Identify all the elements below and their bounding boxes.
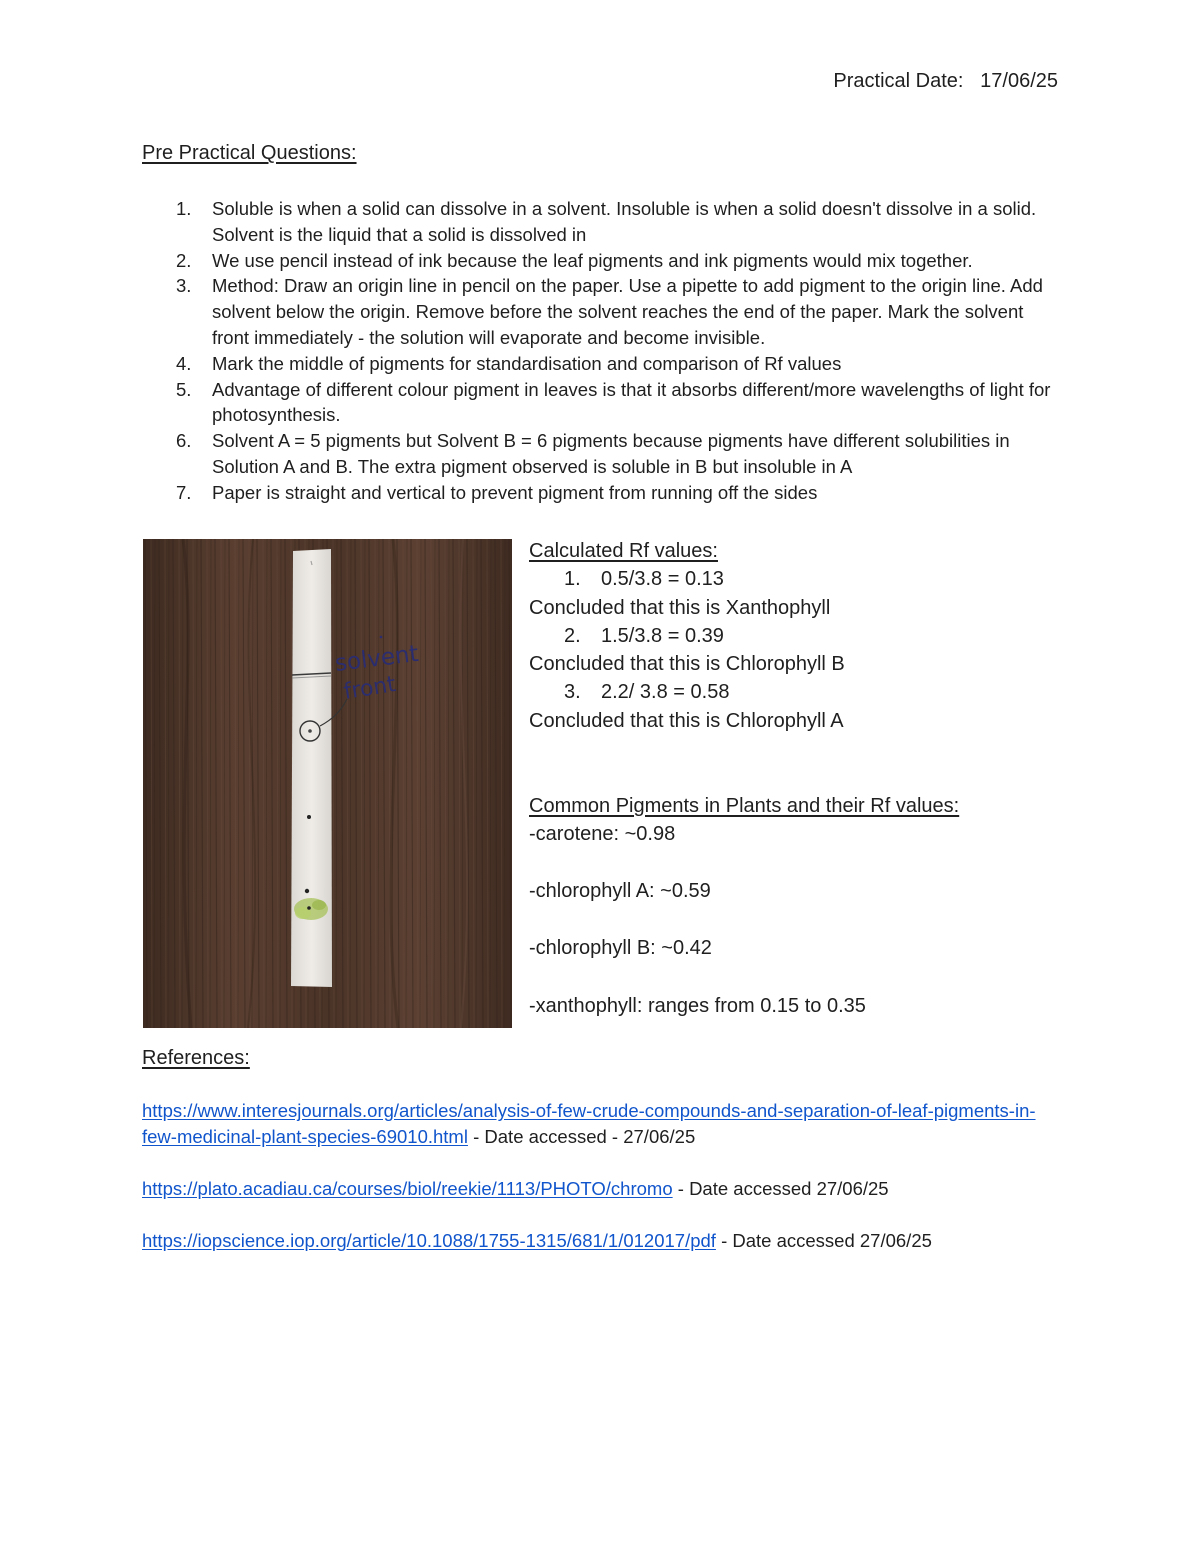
rf-calc-item — [529, 678, 1089, 706]
rf-number: 3. — [564, 681, 581, 704]
question-text: Soluble is when a solid can dissolve in a solvent. Insoluble is when a solid doesn't dissolve in a solid. Solvent is the liquid that a solid is dissolved in — [212, 198, 1037, 245]
references-heading: References: — [142, 1047, 250, 1069]
rf-conclusion: Concluded that this is Xanthophyll — [529, 596, 831, 619]
rf-calc-item — [529, 622, 1089, 650]
reference-note: - Date accessed 27/06/25 — [715, 1230, 932, 1251]
references-list — [142, 1098, 1042, 1280]
pigment-entry: -chlorophyll B: ~0.42 — [529, 937, 712, 960]
question-item — [142, 196, 1062, 248]
rf-values-heading: Calculated Rf values: — [529, 540, 718, 562]
paper-strip — [291, 549, 332, 987]
question-text: Solvent A = 5 pigments but Solvent B = 6 pigments because pigments have different solubilities in Solution A and B. The extra pigment observed is soluble in B but insoluble in A — [212, 430, 1010, 477]
rf-calc-item — [529, 565, 1089, 593]
reference-item — [142, 1228, 1042, 1254]
question-number: 5. — [176, 378, 192, 400]
question-item — [142, 273, 1062, 350]
rf-calc: 1.5/3.8 = 0.39 — [601, 624, 724, 647]
question-item — [142, 428, 1062, 480]
question-text: We use pencil instead of ink because the leaf pigments and ink pigments would mix together. — [212, 249, 973, 271]
pigment-dot — [307, 815, 311, 819]
rf-calc: 0.5/3.8 = 0.13 — [601, 568, 724, 591]
question-number: 2. — [176, 249, 192, 271]
question-item — [142, 480, 1062, 506]
question-number: 6. — [176, 430, 192, 452]
rf-conclusion: Concluded that this is Chlorophyll A — [529, 709, 844, 732]
common-pigments-section — [529, 792, 1089, 1020]
reference-link[interactable]: https://plato.acadiau.ca/courses/biol/reekie/1113/PHOTO/chromo — [142, 1178, 673, 1199]
chromatography-photo — [143, 539, 512, 1028]
rf-calc: 2.2/ 3.8 = 0.58 — [601, 681, 730, 704]
question-number: 4. — [176, 352, 192, 374]
rf-values-section — [529, 537, 1089, 735]
practical-date: Practical Date: 17/06/25 — [833, 70, 1058, 92]
rf-number: 2. — [564, 624, 581, 647]
question-text: Mark the middle of pigments for standardisation and comparison of Rf values — [212, 352, 842, 374]
pigment-dot — [305, 889, 309, 893]
question-item — [142, 351, 1062, 377]
question-item — [142, 377, 1062, 429]
common-pigments-heading: Common Pigments in Plants and their Rf values: — [529, 795, 960, 817]
question-number: 1. — [176, 198, 192, 219]
reference-note: - Date accessed - 27/06/25 — [467, 1126, 696, 1147]
annotation-solvent: solvent — [333, 640, 420, 677]
pre-practical-list — [142, 196, 1062, 506]
reference-link[interactable]: https://www.interesjournals.org/articles/analysis-of-few-crude-compounds-and-separation-of-leaf-pigments-in-few-medicinal-plant-species-69010.html — [142, 1100, 1036, 1147]
question-text: Method: Draw an origin line in pencil on the paper. Use a pipette to add pigment to the origin line. Add solvent below the origin. Remove before the solvent reaches the end of the paper. Mark the solvent front immediately - the solution will evaporate and become invisible. — [212, 275, 1043, 348]
pre-practical-heading: Pre Practical Questions: — [142, 142, 357, 164]
question-text: Advantage of different colour pigment in leaves is that it absorbs different/more wavelengths of light for photosynthesis. — [212, 378, 1051, 426]
pigment-entry: -xanthophyll: ranges from 0.15 to 0.35 — [529, 994, 866, 1017]
reference-note: - Date accessed 27/06/25 — [672, 1178, 889, 1199]
reference-item — [142, 1098, 1042, 1150]
question-item — [142, 248, 1062, 274]
question-number: 7. — [176, 481, 192, 503]
reference-link[interactable]: https://iopscience.iop.org/article/10.1088/1755-1315/681/1/012017/pdf — [142, 1230, 716, 1251]
reference-item — [142, 1176, 1042, 1202]
pigment-entry: -chlorophyll A: ~0.59 — [529, 880, 711, 903]
rf-number: 1. — [564, 568, 581, 591]
pigment-entry: -carotene: ~0.98 — [529, 823, 676, 846]
rf-conclusion: Concluded that this is Chlorophyll B — [529, 653, 845, 676]
question-text: Paper is straight and vertical to prevent pigment from running off the sides — [212, 481, 818, 503]
question-number: 3. — [176, 275, 192, 297]
annotation-front: front — [342, 672, 398, 705]
